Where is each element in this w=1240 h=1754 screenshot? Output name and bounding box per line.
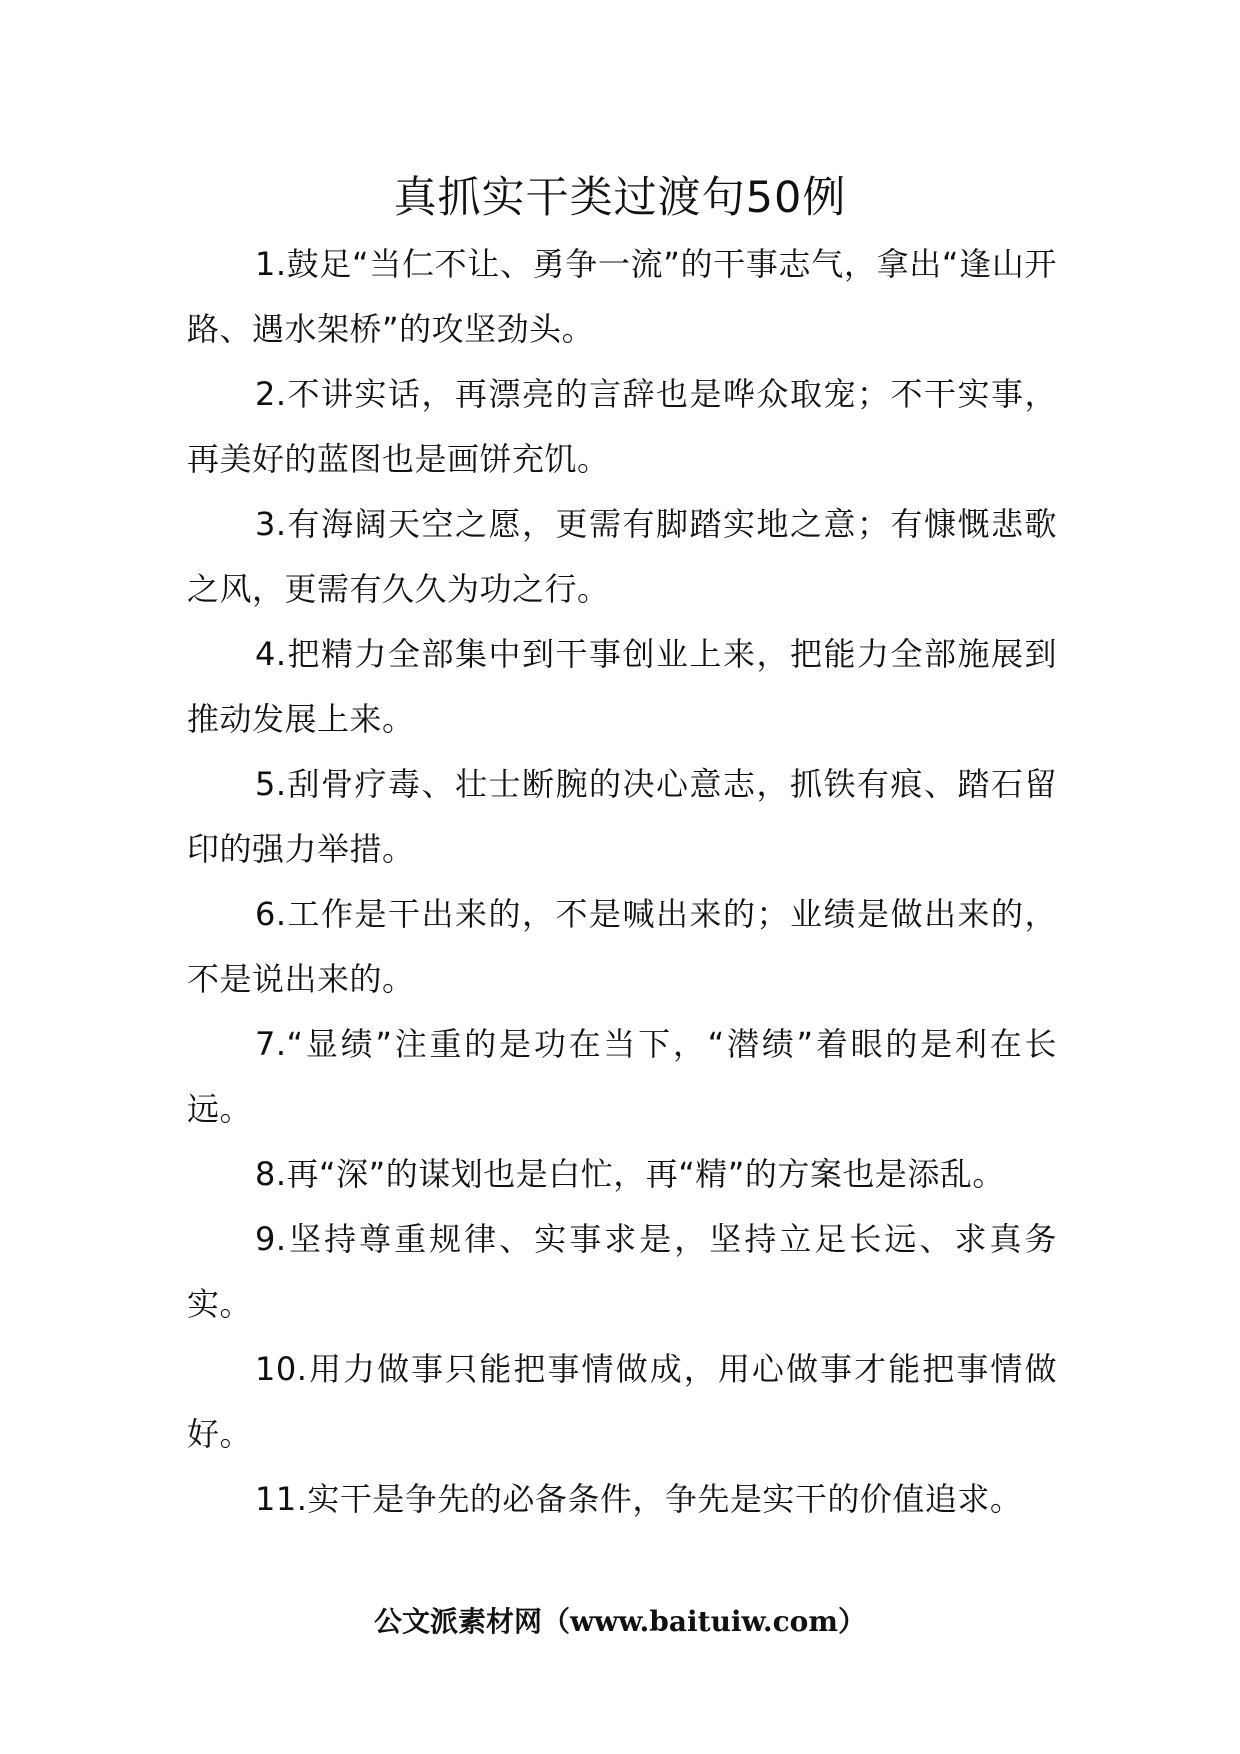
document-body — [187, 232, 1057, 1532]
paragraph-8: 8.再“深”的谋划也是白忙，再“精”的方案也是添乱。 — [255, 1155, 1005, 1193]
paragraph-7: 7.“显绩”注重的是功在当下，“潜绩”着眼的是利在长远。 — [187, 1025, 1057, 1128]
paragraph-1: 1.鼓足“当仁不让、勇争一流”的干事志气，拿出“逢山开路、遇水架桥”的攻坚劲头。 — [187, 245, 1057, 348]
paragraph-9: 9.坚持尊重规律、实事求是，坚持立足长远、求真务实。 — [187, 1220, 1057, 1323]
paragraph-5: 5.刮骨疗毒、壮士断腕的决心意志，抓铁有痕、踏石留印的强力举措。 — [187, 765, 1057, 868]
paragraph-4: 4.把精力全部集中到干事创业上来，把能力全部施展到推动发展上来。 — [187, 635, 1057, 738]
document-title: 真抓实干类过渡句50例 — [393, 173, 847, 223]
paragraph-2: 2.不讲实话，再漂亮的言辞也是哗众取宠；不干实事，再美好的蓝图也是画饼充饥。 — [187, 375, 1057, 478]
source-footer: 公文派素材网（www.baituiw.com） — [374, 1605, 866, 1638]
paragraph-3: 3.有海阔天空之愿，更需有脚踏实地之意；有慷慨悲歌之风，更需有久久为功之行。 — [187, 505, 1057, 608]
paragraph-6: 6.工作是干出来的，不是喊出来的；业绩是做出来的，不是说出来的。 — [187, 895, 1057, 998]
paragraph-10: 10.用力做事只能把事情做成，用心做事才能把事情做好。 — [187, 1350, 1057, 1453]
paragraph-11: 11.实干是争先的必备条件，争先是实干的价值追求。 — [255, 1480, 1023, 1518]
